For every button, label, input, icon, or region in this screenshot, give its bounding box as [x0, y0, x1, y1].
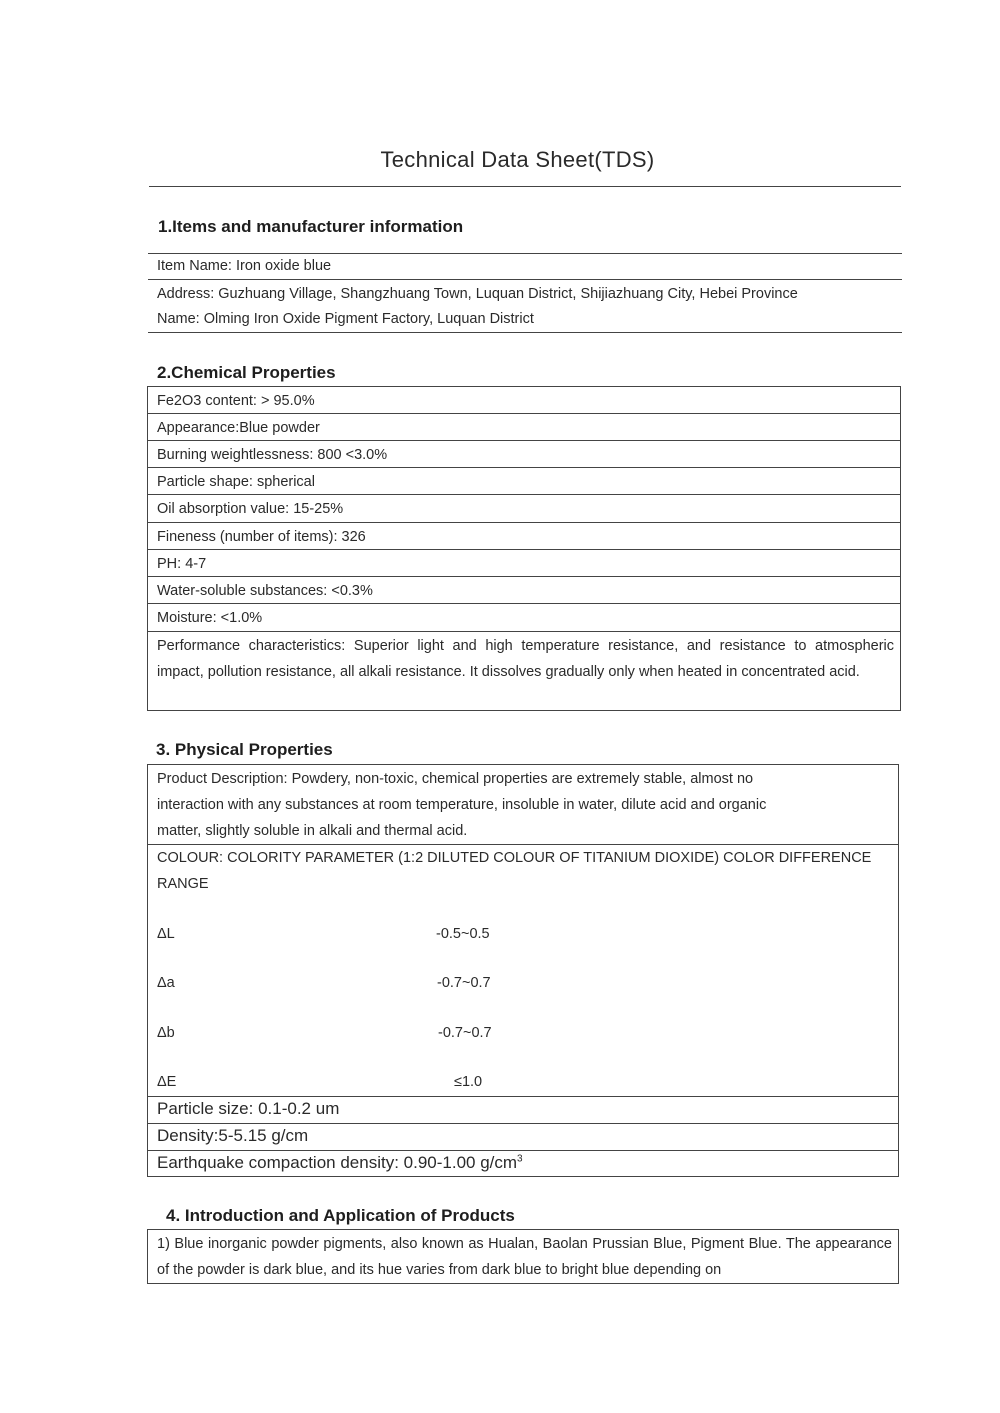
colour-heading-line-2: RANGE — [157, 876, 209, 892]
delta-l-label: ΔL — [157, 926, 175, 942]
rule — [148, 522, 900, 523]
fineness: Fineness (number of items): 326 — [157, 529, 366, 545]
density: Density:5-5.15 g/cm — [157, 1126, 309, 1145]
particle-shape: Particle shape: spherical — [157, 474, 315, 490]
section4-heading: 4. Introduction and Application of Products — [166, 1206, 515, 1225]
title-divider — [149, 186, 901, 187]
rule — [148, 631, 900, 632]
cubic-superscript: 3 — [517, 1153, 523, 1165]
description-line-1: Product Description: Powdery, non-toxic, chemical properties are extremely stable, almost no — [157, 771, 754, 787]
delta-b-label: Δb — [157, 1025, 175, 1041]
delta-e-value: ≤1.0 — [454, 1074, 483, 1090]
fe2o3-content: Fe2O3 content: > 95.0% — [157, 393, 315, 409]
section3-heading: 3. Physical Properties — [156, 740, 333, 759]
oil-absorption: Oil absorption value: 15-25% — [157, 501, 344, 517]
introduction-paragraph: 1) Blue inorganic powder pigments, also known as Hualan, Baolan Prussian Blue, Pigment Blue. The appearance of the powder is dark blue, and its hue varies from dark blue to bright blue depending on — [157, 1236, 892, 1278]
ph: PH: 4-7 — [157, 556, 207, 572]
section2-heading: 2.Chemical Properties — [157, 363, 336, 382]
delta-e-label: ΔE — [157, 1074, 177, 1090]
delta-l-value: -0.5~0.5 — [436, 926, 490, 942]
section1-heading: 1.Items and manufacturer information — [158, 217, 464, 236]
section2-table — [147, 386, 901, 711]
section1-table — [148, 253, 902, 333]
description-line-2: interaction with any substances at room temperature, insoluble in water, dilute acid and organic — [157, 797, 767, 813]
delta-a-value: -0.7~0.7 — [437, 975, 491, 991]
section4-table — [147, 1229, 899, 1284]
performance-characteristics: Performance characteristics: Superior light and high temperature resistance, and resistance to atmospheric impact, pollution resistance, all alkali resistance. It dissolves gradually only when heated in concentrated acid. — [157, 638, 894, 680]
appearance: Appearance:Blue powder — [157, 420, 320, 436]
description-line-3: matter, slightly soluble in alkali and thermal acid. — [157, 823, 468, 839]
water-soluble: Water-soluble substances: <0.3% — [157, 583, 373, 599]
colour-heading-line-1: COLOUR: COLORITY PARAMETER (1:2 DILUTED COLOUR OF TITANIUM DIOXIDE) COLOR DIFFERENCE — [157, 850, 872, 866]
burning-weightlessness: Burning weightlessness: 800 <3.0% — [157, 447, 388, 463]
compaction-density — [157, 1150, 892, 1176]
manufacturer-name: Name: Olming Iron Oxide Pigment Factory, Luquan District — [157, 311, 534, 327]
item-name: Item Name: Iron oxide blue — [157, 258, 332, 274]
section3-table — [147, 764, 899, 1177]
page-title: Technical Data Sheet(TDS) — [380, 147, 655, 172]
rule — [148, 279, 902, 280]
address: Address: Guzhuang Village, Shangzhuang Town, Luquan District, Shijiazhuang City, Hebei Province — [157, 286, 798, 302]
delta-b-value: -0.7~0.7 — [438, 1025, 492, 1041]
compaction-density-text: Earthquake compaction density: 0.90-1.00 g/cm — [157, 1153, 518, 1172]
particle-size: Particle size: 0.1-0.2 um — [157, 1099, 340, 1118]
rule — [148, 332, 902, 333]
delta-a-label: Δa — [157, 975, 175, 991]
moisture: Moisture: <1.0% — [157, 610, 263, 626]
